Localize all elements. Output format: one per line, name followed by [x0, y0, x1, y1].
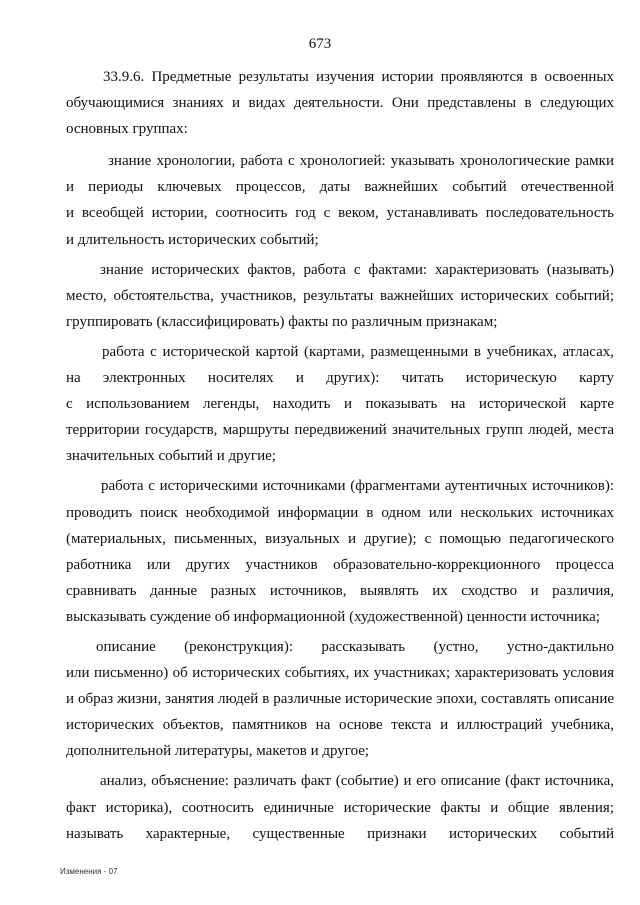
text-line: и всеобщей истории, соотносить год с веком, устанавливать последовательность	[66, 205, 614, 222]
text-line: работника или других участников образовательно-коррекционного процесса	[66, 556, 614, 573]
text-line: и длительность исторических событий;	[66, 231, 319, 248]
text-line: знание исторических фактов, работа с фактами: характеризовать (называть)	[100, 261, 614, 278]
text-line: исторических объектов, памятников на основе текста и иллюстраций учебника,	[66, 717, 614, 734]
text-line: сравнивать данные разных источников, выявлять их сходство и различия,	[66, 582, 614, 599]
text-line: анализ, объяснение: различать факт (событие) и его описание (факт источника,	[100, 773, 614, 790]
text-line: с использованием легенды, находить и показывать на исторической карте	[66, 396, 614, 413]
text-line: дополнительной литературы, макетов и другое;	[66, 743, 370, 760]
footer-note: Изменения - 07	[60, 867, 118, 876]
text-line: факт историка), соотносить единичные исторические факты и общие явления;	[66, 799, 614, 816]
text-line: проводить поиск необходимой информации в одном или нескольких источниках	[66, 504, 614, 521]
text-line: группировать (классифицировать) факты по различным признакам;	[66, 313, 498, 330]
text-line: работа с историческими источниками (фрагментами аутентичных источников):	[101, 478, 614, 495]
text-line: работа с исторической картой (картами, размещенными в учебниках, атласах,	[102, 343, 614, 360]
text-line: знание хронологии, работа с хронологией: указывать хронологические рамки	[108, 153, 614, 170]
text-line: высказывать суждение об информационной (художественной) ценности источника;	[66, 608, 600, 625]
text-line: территории государств, маршруты передвижений значительных групп людей, места	[66, 422, 614, 439]
text-line: основных группах:	[66, 121, 188, 138]
text-line: значительных событий и другие;	[66, 448, 276, 465]
text-line: обучающимися знаниях и видах деятельности. Они представлены в следующих	[66, 95, 614, 112]
page-number: 673	[308, 36, 332, 52]
text-line: и периоды ключевых процессов, даты важнейших событий отечественной	[66, 179, 614, 196]
text-line: описание (реконструкция): рассказывать (устно, устно-дактильно	[96, 638, 614, 655]
document-body	[66, 64, 614, 847]
text-line: (материальных, письменных, визуальных и другие); с помощью педагогического	[66, 530, 614, 547]
text-line: на электронных носителях и других): читать историческую карту	[66, 370, 614, 387]
text-line: называть характерные, существенные признаки исторических событий	[66, 825, 614, 842]
text-line: или письменно) об исторических событиях, их участниках; характеризовать условия	[66, 665, 614, 682]
text-line: и образ жизни, занятия людей в различные исторические эпохи, составлять описание	[66, 691, 614, 708]
text-line: место, обстоятельства, участников, результаты важнейших исторических событий;	[66, 287, 614, 304]
text-line: 33.9.6. Предметные результаты изучения истории проявляются в освоенных	[103, 69, 614, 85]
